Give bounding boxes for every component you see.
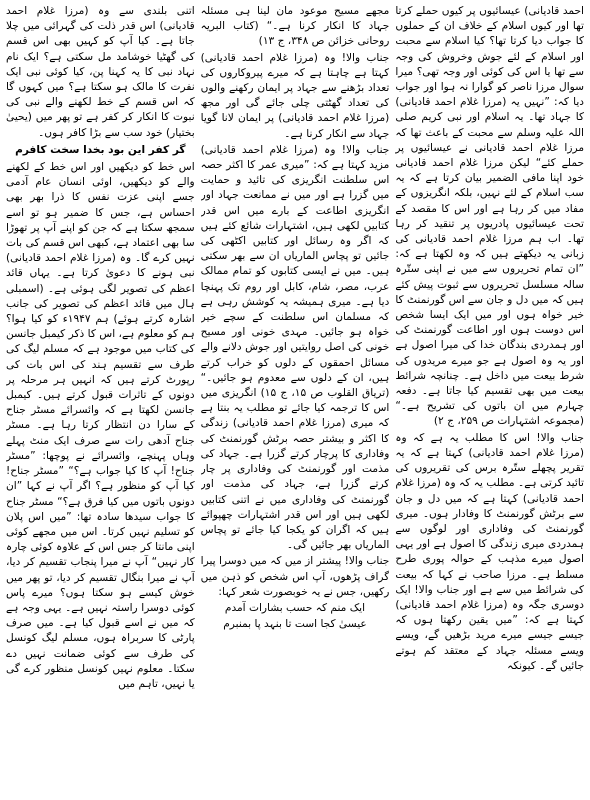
paragraph: جناب والا! اس کا مطلب یہ ہے کہ وہ (مرزا غلام احمد قادیانی) کہتا ہے کہ یہ تقریر پچھلے ستّرہ برس کی تقریروں کی تائید کرتی ہے۔ مطلب یہ کہ وہ (مرزا غلام احمد قادیانی) کہتا ہے کہ میں دل و جان سے برٹش گورنمنٹ کا وفادار ہوں۔ میری گورنمنٹ کی وفاداری اور لوگوں سے ہمدردی میری زندگی کا اصول ہے اور یہی اصول میرے مذہب کے حوالہ پوری طرح مسلط ہے۔ مرزا صاحب نے کہا کہ بیعت کی شرائط میں سے ہے اور جناب والا! ایک دوسری جگہ وہ (مرزا غلام احمد قادیانی) کہتا ہے کہ: ”میں یقین رکھتا ہوں کہ جیسے جیسے میرے مرید بڑھیں گے، ویسے ویسے مسئلہ جہاد کے معتقد کم ہوتے جائیں گے۔ کیونکہ [395, 431, 584, 672]
paragraph: اتنی بلندی سے وہ (مرزا غلام احمد قادیانی) اس قدر ذلت کی گہرائی میں چلا جاتا ہے۔ کیا آپ کو کہیں بھی اس قسم کی گھٹیا خوشامد مل سکتی ہے؟ ایک نام نہاد نبی کا یہ کہنا پن، کیا کوئی نبی ایک نفرت کا مالک ہو سکتا ہے؟ میں کہوں گا کہ اس قسم کے خط لکھنے والے نبی کی نبوت کا انکار کر کفر ہے تو پھر میں (یحییٰ بختیار) خود سب سے بڑا کافر ہوں۔ [5, 5, 195, 139]
quoted-verse: گر کفر این بود بخدا سخت کافرم [15, 143, 186, 156]
poem-line: عیسیٰ کجا است تا بنہد پا بمنبرم [223, 618, 367, 631]
text-column-left [6, 4, 195, 796]
paragraph: اس خط کو دیکھیں اور اس خط کے لکھنے والے کو دیکھیں، اوئی انسان عام آدمی جسے اپنی عزت نفس کا ذرا بھر بھی احساس ہے، جس کا ضمیر ہو تو اسے سمجھ سکتا ہے کہ جن کو اپنے آپ پر تھوڑا سا بھی اعتماد ہے، کبھی اس قسم کی بات نہیں کرے گا۔ وہ (مرزا غلام احمد قادیانی) نبی ہونے کا دعویٰ کرتا ہے۔ یہاں قائد اعظم کی تصویر لگی ہوئی ہے۔ (اسمبلی ہال میں قائد اعظم کی تصویر کی جانب اشارہ کرتے ہوئے) ہم ۱۹۴۷ء کو کیا ہوا؟ ہم کو معلوم ہے، اس کا ذکر کیمبل جانسن کی کتاب میں موجود ہے کہ مسلم لیگ کی طرف سے تقسیم ہند کی اس بات کی رپورٹ کرتے ہیں کہ انہیں ہر مرحلہ پر دونوں کے تاثرات قبول کرتے ہیں۔ کیمبل جانسن لکھتا ہے کہ وائسرائے مسٹر جناح کے سارا دن انتظار کرتا رہا ہے۔ مسٹر جناح آدھی رات سے صرف ایک منٹ پہلے وہاں پہنچے، وائسرائے نے پوچھا: ”مسٹر جناح! آپ کا کیا جواب ہے؟“ ”مسٹر جناح! کیا آپ کو منظور ہے؟ اگر آپ نے کہا ”ان دونوں باتوں میں کیا فرق ہے؟“ مسٹر جناح کا جواب سیدھا سادہ تھا: ”میں اس پلان کو تسلیم نہیں کرتا۔ اس میں مجھے کوئی اپنی مانتا کر جس اس کے علاوہ کوئی چارہ کار نہیں“ آپ نے میرا پنجاب تقسیم کر دیا، آپ نے میرا بنگال تقسیم کر دیا، تو پھر میں خوش کیسے ہو سکتا ہوں؟ میرے پاس کوئی دوسرا راستہ نہیں ہے۔ یہی وجہ ہے کہ میں نے اسے قبول کیا ہے۔ میں صرف پارٹی کا سربراہ ہوں، مسلم لیگ کونسل کی طرف سے کوئی ضمانت نہیں دے سکتا۔ معلوم نہیں کونسل منظور کرے گی یا نہیں، تاہم میں [5, 161, 195, 690]
paragraph: جناب والا! وہ (مرزا غلام احمد قادیانی) کہتا ہے چاہتا ہے کہ میرے پیروکاروں کی تعداد بڑھنے سے جہاد پر ایمان رکھنے والوں کی تعداد گھٹتی چلی جائے گی اور مجھ (مرزا غلام احمد قادیانی) پر ایمان لانا گویا جہاد سے انکار کرنا ہے۔ [200, 51, 390, 140]
paragraph: جناب والا! وہ (مرزا غلام احمد قادیانی) مزید کہتا ہے کہ: ”میری عمر کا اکثر حصہ اس سلطنت انگریزی کی تائید و حمایت میں گزرا ہے اور میں نے ممانعت جہاد اور انگریزی اطاعت کے بارے میں اس قدر کتابیں لکھی ہیں، اشتہارات شائع کئے ہیں کہ اگر وہ رسائل اور کتابیں اکٹھی کی جائیں تو پچاس الماریاں ان سے بھر سکتی ہیں۔ میں نے ایسی کتابوں کو تمام ممالک عرب، مصر، شام، کابل اور روم تک پہنچا دیا ہے۔ میری ہمیشہ یہ کوشش رہی ہے کہ مسلمان اس سلطنت کے سچے خیر خواہ ہو جائیں۔ مہدی خونی اور مسیح خونی کی اصل روایتیں اور جوش دلانے والے مسائل احمقوں کے دلوں کو خراب کرتے ہیں، ان کے دلوں سے معدوم ہو جائیں۔“ (تریاق القلوب ص ۱۵، ج ۱۵) انگریزی میں اس کا ترجمہ کیا جائے تو مطلب یہ بنتا ہے کہ میری (مرزا غلام احمد قادیانی) زندگی کا اکثر و بیشتر حصہ برٹش گورنمنٹ کی وفاداری کا پرچار کرتے گزرا ہے۔ جہاد کی مذمت اور گورنمنٹ کی وفاداری پر چار کرتے گزرا ہے، جہاد کی مذمت اور گورنمنٹ کی وفاداری میں نے اتنی کتابیں لکھی ہیں اور اس قدر اشتہارات چھپوائے ہیں کہ اگران کو یکجا کیا جائے تو پچاس الماریاں بھر جائیں گی۔ [200, 143, 390, 552]
paragraph: احمد قادیانی) عیسائیوں پر کیوں حملے کرتا تھا اور کیوں اسلام کے خلاف ان کے حملوں کا جواب دیا کرتا تھا؟ کیا اسلام سے محبت اور اسلام کے لئے جوش وخروش کی وجہ سے تھا یا اس کی کوئی اور وجہ تھی؟ میرا سوال مرزا ناصر کو گوارا نہ ہوا اور جواب دیا کہ: ”نہیں یہ (مرزا غلام احمد قادیانی) کا جہاد تھا۔ یہ اسلام اور نبی کریم صلی اللہ علیہ وسلم سے محبت کے باعث تھا کہ مرزا غلام احمد قادیانی نے عیسائیوں پر حملے کئے“ لیکن مرزا غلام احمد قادیانی خود اپنا مافی الضمیر بیان کرتا ہے کہ یہ سب اسلام کے لئے نہیں، بلکہ انگریزوں کے مفاد میں کر رہا ہے اور اس کا مقصد کے تحت عیسائیوں پادریوں پر تنقید کر رہا تھا۔ اب ہم مرزا غلام احمد قادیانی کی زبانی یہ دیکھتے ہیں کہ وہ لکھتا ہے کہ: ”ان تمام تحریروں سے میں نے اپنی ستّرہ سالہ مسلسل تحریروں سے ثبوت پیش کئے ہیں کہ میں دل و جان سے اس گورنمنٹ کا خیر خواہ ہوں اور میں ایک ایسا شخص اس دوست ہوں اور اطاعت گورنمنٹ کی اور ہمدردی بندگان خدا کی میرا اصول ہے اور یہ وہ اصول ہے جو میرے مریدوں کی شرط بیعت میں داخل ہے۔ چنانچہ شرائط بیعت میں بھی تقسیم کیا جاتا ہے۔ دفعہ چہارم میں ان باتوں کی تشریح ہے۔“ (مجموعہ اشتہارات ص ۲۵۹، ج ۲) [395, 5, 584, 428]
paragraph: جناب والا! پیشتر از میں کہ میں دوسرا پیرا گراف پڑھوں، آپ اس شخص کو ذہن میں رکھیں، جس نے یہ خوبصورت شعر کہا: [200, 555, 390, 598]
text-column-right [395, 4, 584, 796]
poem-line: ایک منم کہ حسب بشارات آمدم [224, 601, 366, 614]
text-column-middle [201, 4, 390, 796]
paragraph: مجھے مسیح موعود مان لینا ہی مسئلہ جہاد کا انکار کرنا ہے۔“ (کتاب البریہ روحانی خزائن ص ۳۴۸، ج ۱۳) [200, 5, 390, 48]
